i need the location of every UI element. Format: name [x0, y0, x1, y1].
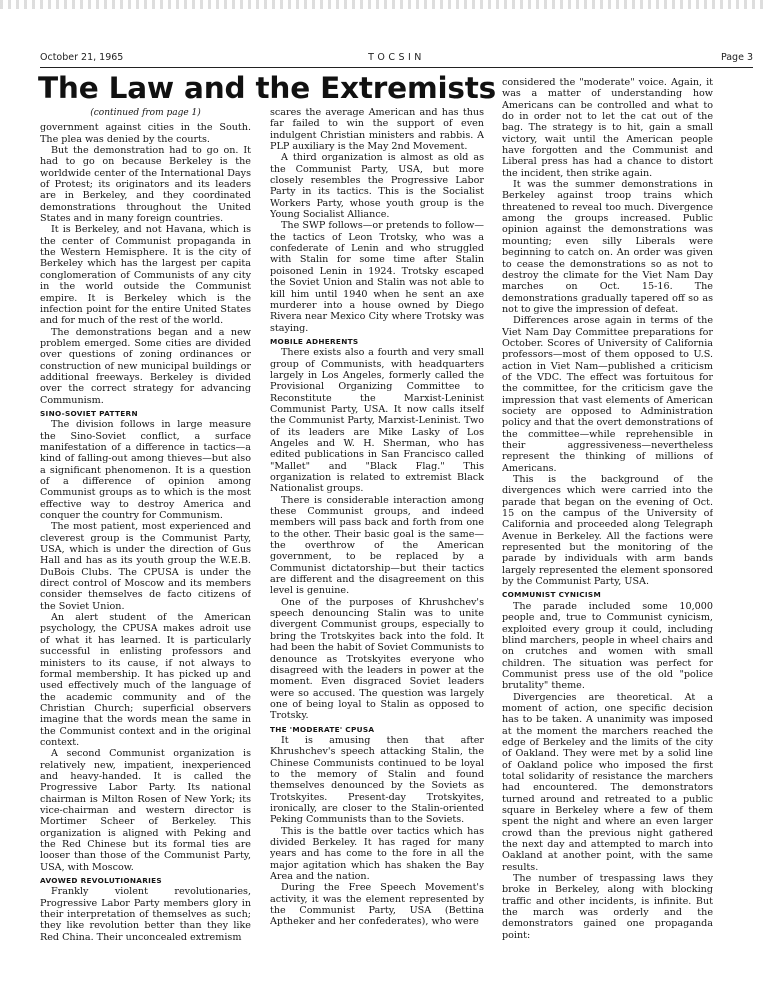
section-subhead: MOBILE ADHERENTS	[270, 336, 359, 346]
article-paragraph: It is amusing then that after Khrushchev's speech attacking Stalin, the Chinese Communists continued to be loyal to the memory of Stalin and found themselves denounced by the Soviets as Trotskyites. Present-day Trotskyites, ironically, are closer to the Stalin-oriented Peking Communists than to the Soviets.	[270, 734, 484, 826]
article-column-3	[502, 77, 713, 941]
section-subhead: AVOWED REVOLUTIONARIES	[40, 876, 162, 886]
article-paragraph: During the Free Speech Movement's activity, it was the element represented by the Communist Party, USA (Bettina Aptheker and her confederates), who were	[270, 882, 484, 928]
article-paragraph: It was the summer demonstrations in Berkeley against troop trains which threatened to reveal too much. Divergence among the groups increased. Public opinion against the demonstrations was mounting; even silly Liberals were beginning to catch on. An order was given to cease the demonstrations so as not to destroy the climate for the Viet Nam Day marches on Oct. 15-16. The demonstrations gradually tapered off so as not to give the impression of defeat.	[502, 179, 713, 315]
article-paragraph: There exists also a fourth and very small group of Communists, with headquarters largely in Los Angeles, formerly called the Provisional Organizing Committee to Reconstitute the Marxist-Leninist Communist Party, USA. It now calls itself the Communist Party, Marxist-Leninist. Two of its leaders are Mike Lasky of Los Angeles and W. H. Sherman, who has edited publications in San Francisco called "Mallet" and "Black Flag." This organization is related to extremist Black Nationalist groups.	[270, 347, 484, 495]
article-paragraph: government against cities in the South. The plea was denied by the courts.	[40, 122, 251, 145]
article-paragraph: But the demonstration had to go on. It had to go on because Berkeley is the worldwide center of the International Days of Protest; its originators and its leaders are in Berkeley, and they coordinated demonstrations throughout the United States and in many foreign countries.	[40, 145, 251, 225]
publication-name: TOCSIN	[368, 52, 425, 63]
article-headline: The Law and the Extremists	[38, 71, 497, 105]
article-paragraph: One of the purposes of Khrushchev's speech denouncing Stalin was to unite divergent Communist groups, especially to bring the Trotskyites back into the fold. It had been the habit of Soviet Communists to denounce as Trotskyites everyone who disagreed with the leaders in power at the moment. Even disgraced Soviet leaders were so accused. The question was largely one of being loyal to Stalin as opposed to Trotsky.	[270, 596, 484, 722]
article-paragraph: It is Berkeley, and not Havana, which is the center of Communist propaganda in the Western Hemisphere. It is the city of Berkeley which has the largest per capita conglomeration of Communists of any city in the world outside the Communist empire. It is Berkeley which is the infection point for the entire United States and for much of the rest of the world.	[40, 224, 251, 327]
article-paragraph: This is the background of the divergences which were carried into the parade that began on the evening of Oct. 15 on the campus of the University of California and proceeded along Telegraph Avenue in Berkeley. All the factions were represented but the monitoring of the parade by individuals with arm bands largely represented the element sponsored by the Communist Party, USA.	[502, 474, 713, 588]
section-subhead: THE 'MODERATE' CPUSA	[270, 724, 375, 734]
section-subhead: SINO-SOVIET PATTERN	[40, 408, 138, 418]
article-paragraph: A second Communist organization is relatively new, impatient, inexperienced and heavy-handed. It is called the Progressive Labor Party. Its national chairman is Milton Rosen of New York; its vice-chairman and western director is Mortimer Scheer of Berkeley. This organization is aligned with Peking and the Red Chinese but its formal ties are looser than those of the Communist Party, USA, with Moscow.	[40, 748, 251, 873]
article-paragraph: The number of trespassing laws they broke in Berkeley, along with blocking traffic and other incidents, is infinite. But the march was orderly and the demonstrators gained one propaganda point:	[502, 873, 713, 941]
article-paragraph: Divergencies are theoretical. At a moment of action, one specific decision has to be taken. A unanimity was imposed at the moment the marchers reached the edge of Berkeley and the limits of the city of Oakland. They were met by a solid line of Oakland police who imposed the first total solidarity of resistance the marchers had encountered. The demonstrators turned around and retreated to a public square in Berkeley where a few of them spent the night and where an even larger crowd than the previous night gathered the next day and attempted to march into Oakland at another point, with the same results.	[502, 691, 713, 873]
article-paragraph: There is considerable interaction among these Communist groups, and indeed members will pass back and forth from one to the other. Their basic goal is the same—the overthrow of the American government, to be replaced by a Communist dictatorship—but their tactics are different and the disagreement on this level is genuine.	[270, 494, 484, 597]
article-paragraph: scares the average American and has thus far failed to win the support of even indulgent Christian ministers and rabbis. A PLP auxiliary is the May 2nd Movement.	[270, 107, 484, 153]
article-paragraph: The SWP follows—or pretends to follow—the tactics of Leon Trotsky, who was a confederate of Lenin and who struggled with Stalin for some time after Stalin poisoned Lenin in 1924. Trotsky escaped the Soviet Union and Stalin was not able to kill him until 1940 when he sent an axe murderer into a house owned by Diego Rivera near Mexico City where Trotsky was staying.	[270, 220, 484, 334]
article-column-1	[40, 107, 251, 943]
article-paragraph: This is the battle over tactics which has divided Berkeley. It has raged for many years and has come to the fore in all the major agitation which has shaken the Bay Area and the nation.	[270, 825, 484, 883]
article-paragraph: Frankly violent revolutionaries, Progressive Labor Party members glory in their interpretation of themselves as such; they like revolution better than they like Red China. Their unconcealed extremism	[40, 886, 251, 943]
scan-top-edge	[0, 0, 763, 9]
article-paragraph: considered the "moderate" voice. Again, it was a matter of understanding how Americans can be controlled and what to do in order not to let the cat out of the bag. The strategy is to hit, gain a small victory, wait until the American people have forgotten and the Communist and Liberal press has had a chance to distort the incident, then strike again.	[502, 77, 713, 179]
article-paragraph: Differences arose again in terms of the Viet Nam Day Committee preparations for October. Scores of University of California professors—most of them opposed to U.S. action in Viet Nam—published a criticism of the VDC. The effect was fortuitous for the committee, for the criticism gave the impression that vast elements of American society are opposed to Administration policy and that the overt demonstrations of the committee—while reprehensible in their aggressiveness—nevertheless represent the thinking of millions of Americans.	[502, 315, 713, 474]
running-head	[40, 52, 753, 66]
article-paragraph: The most patient, most experienced and cleverest group is the Communist Party, USA, which is under the direction of Gus Hall and has as its youth group the W.E.B. DuBois Clubs. The CPUSA is under the direct control of Moscow and its members consider themselves de facto citizens of the Soviet Union.	[40, 521, 251, 612]
article-column-2	[270, 107, 484, 928]
issue-date: October 21, 1965	[40, 52, 124, 63]
continued-note: (continued from page 1)	[90, 108, 201, 118]
article-paragraph: The parade included some 10,000 people and, true to Communist cynicism, exploited every group it could, including blind marchers, people in wheel chairs and on crutches and women with small children. The situation was perfect for Communist press use of the old "police brutality" theme.	[502, 600, 713, 692]
article-paragraph: The demonstrations began and a new problem emerged. Some cities are divided over questions of zoning ordinances or construction of new municipal buildings or additional freeways. Berkeley is divided over the correct strategy for advancing Communism.	[40, 326, 251, 406]
header-rule	[40, 67, 753, 68]
page-number: Page 3	[720, 52, 753, 63]
article-paragraph: An alert student of the American psychology, the CPUSA makes adroit use of what it has learned. It is particularly successful in enlisting professors and ministers to its cause, if not always to formal membership. It has picked up and used effectively much of the language of the academic community and of the Christian Church; superficial observers imagine that the words mean the same in the Communist context and in the original context.	[40, 612, 251, 748]
article-paragraph: The division follows in large measure the Sino-Soviet conflict, a surface manifestation of a difference in tactics—a kind of falling-out among thieves—but also a significant phenomenon. It is a question of a difference of opinion among Communist groups as to which is the most effective way to destroy America and conquer the country for Communism.	[40, 419, 251, 522]
article-paragraph: A third organization is almost as old as the Communist Party, USA, but more closely resembles the Progressive Labor Party in its tactics. This is the Socialist Workers Party, whose youth group is the Young Socialist Alliance.	[270, 152, 484, 221]
section-subhead: COMMUNIST CYNICISM	[502, 590, 602, 600]
